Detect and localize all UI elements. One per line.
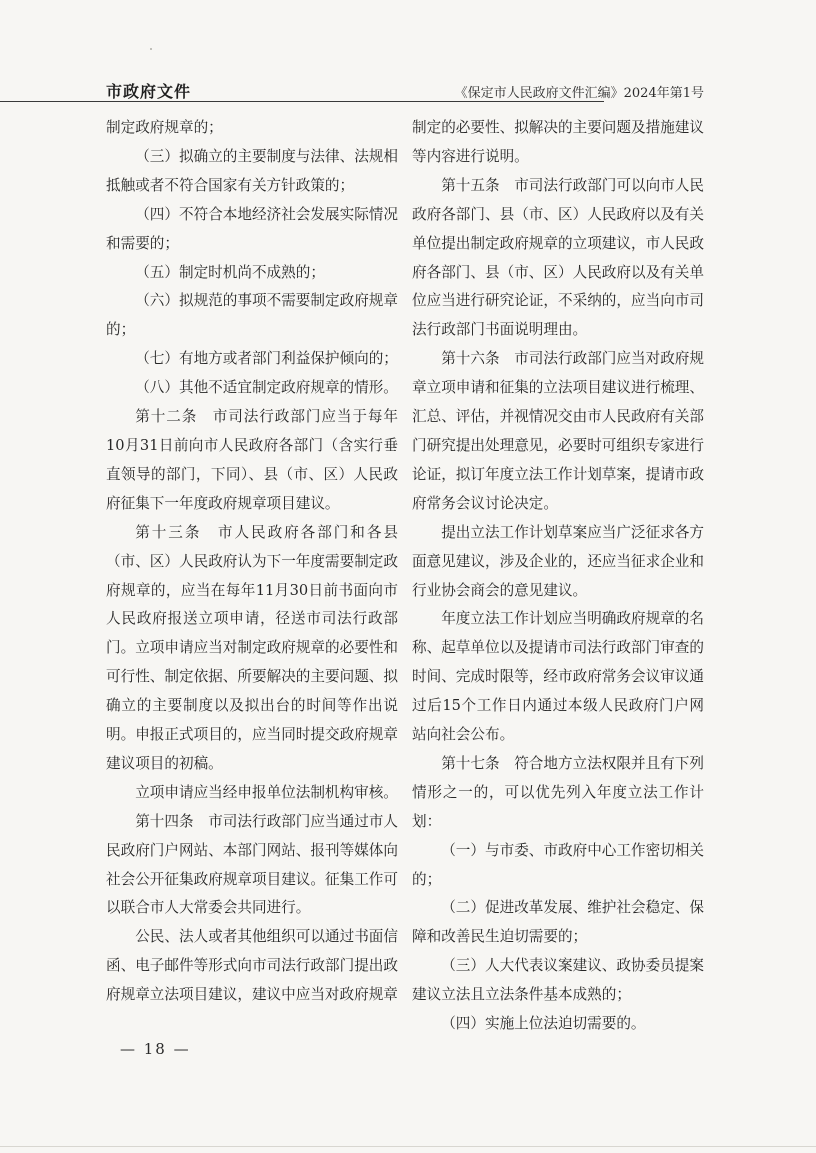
paragraph: 制定的必要性、拟解决的主要问题及措施建议等内容进行说明。 (412, 119, 704, 165)
paragraph: （一）与市委、市政府中心工作密切相关的； (412, 841, 704, 888)
scan-speck (150, 48, 152, 50)
article-12: 第十二条 市司法行政部门应当于每年10月31日前向市人民政府各部门（含实行垂直领导的部门，下同）、县（市、区）人民政府征集下一年度政府规章项目建议。 (106, 408, 398, 512)
paragraph: （二）促进改革发展、维护社会稳定、保障和改善民生迫切需要的； (412, 899, 704, 946)
paragraph: 制定政府规章的； (106, 119, 223, 136)
paragraph: （六）拟规范的事项不需要制定政府规章的； (106, 292, 398, 339)
right-column (412, 114, 704, 1039)
page-header (100, 76, 704, 104)
paragraph: （八）其他不适宜制定政府规章的情形。 (135, 379, 398, 397)
paragraph: （七）有地方或者部门利益保护倾向的； (135, 350, 398, 368)
paragraph: （三）拟确立的主要制度与法律、法规相抵触或者不符合国家有关方针政策的； (106, 147, 398, 194)
paragraph: 立项申请应当经申报单位法制机构审核。 (135, 783, 398, 801)
header-publication-title: 《保定市人民政府文件汇编》2024年第1号 (454, 86, 704, 101)
paragraph: 公民、法人或者其他组织可以通过书面信函、电子邮件等形式向市司法行政部门提出政府规章立法项目建议，建议中应当对政府规章 (106, 928, 398, 1004)
paragraph: （四）实施上位法迫切需要的。 (441, 1015, 646, 1033)
paragraph: 年度立法工作计划应当明确政府规章的名称、起草单位以及提请市司法行政部门审查的时间、完成时限等，经市政府常务会议审议通过后15个工作日内通过本级人民政府门户网站向社会公布。 (412, 610, 704, 744)
page-number: — 18 — (120, 1040, 191, 1058)
paragraph: （五）制定时机尚不成熟的； (135, 263, 325, 281)
left-column (106, 114, 398, 1010)
article-13: 第十三条 市人民政府各部门和各县（市、区）人民政府认为下一年度需要制定政府规章的，应当在每年11月30日前书面向市人民政府报送立项申请，径送市司法行政部门。立项申请应当对制定政府规章的必要性和可行性、制定依据、所要解决的主要问题、拟确立的主要制度以及拟出台的时间等作出说明。申报正式项目的，应当同时提交政府规章建议项目的初稿。 (106, 523, 398, 772)
article-14: 第十四条 市司法行政部门应当通过市人民政府门户网站、本部门网站、报刊等媒体向社会公开征集政府规章项目建议。征集工作可以联合市人大常委会共同进行。 (106, 812, 398, 917)
paragraph: （四）不符合本地经济社会发展实际情况和需要的； (106, 205, 398, 252)
article-16: 第十六条 市司法行政部门应当对政府规章立项申请和征集的立法项目建议进行梳理、汇总、评估，并视情况交由市人民政府有关部门研究提出处理意见，必要时可组织专家进行论证，拟订年度立法工作计划草案，提请市政府常务会议讨论决定。 (412, 350, 704, 512)
paragraph: 提出立法工作计划草案应当广泛征求各方面意见建议，涉及企业的，还应当征求企业和行业协会商会的意见建议。 (412, 523, 704, 599)
page-edge-line (0, 1146, 816, 1147)
paragraph: （三）人大代表议案建议、政协委员提案建议立法且立法条件基本成熟的； (412, 957, 704, 1004)
header-rule (0, 101, 604, 102)
article-17: 第十七条 符合地方立法权限并且有下列情形之一的，可以优先列入年度立法工作计划： (412, 754, 704, 830)
header-section-title: 市政府文件 (106, 82, 192, 101)
article-15: 第十五条 市司法行政部门可以向市人民政府各部门、县（市、区）人民政府以及有关单位提出制定政府规章的立项建议，市人民政府各部门、县（市、区）人民政府以及有关单位应当进行研究论证，不采纳的，应当向市司法行政部门书面说明理由。 (412, 176, 704, 339)
